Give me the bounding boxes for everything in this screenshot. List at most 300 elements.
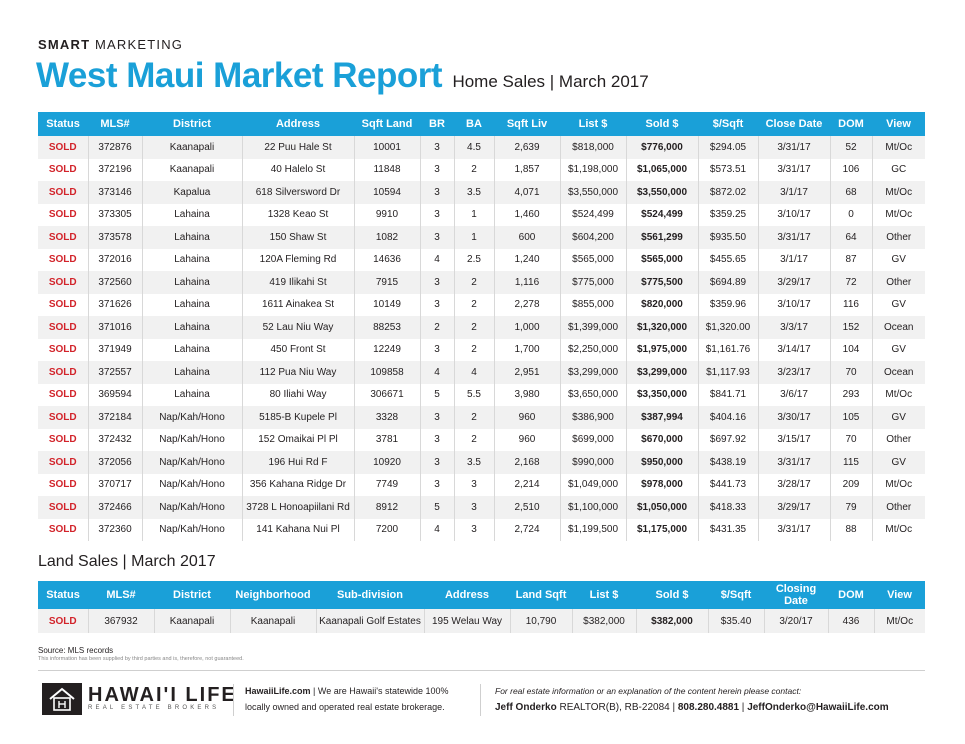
cell-address: 5185-B Kupele Pl xyxy=(242,406,354,429)
cell-ba: 1 xyxy=(454,204,494,227)
table-row xyxy=(38,316,925,339)
table-row xyxy=(38,519,925,542)
cell-sqft-land: 14636 xyxy=(354,249,420,272)
cell-sqft: $404.16 xyxy=(698,406,758,429)
cell-sqft-liv: 2,278 xyxy=(494,294,560,317)
cell-sqft: $694.89 xyxy=(698,271,758,294)
cell-sold: $382,000 xyxy=(636,609,708,633)
house-logo-icon xyxy=(42,683,82,715)
cell-address: 450 Front St xyxy=(242,339,354,362)
column-header-sqft-land: Sqft Land xyxy=(354,112,420,136)
column-header-view: View xyxy=(874,581,925,609)
cell-sqft: $841.71 xyxy=(698,384,758,407)
cell-district: Nap/Kah/Hono xyxy=(142,474,242,497)
cell-status: SOLD xyxy=(38,136,88,159)
cell-dom: 88 xyxy=(830,519,872,542)
column-header-mls: MLS# xyxy=(88,112,142,136)
cell-br: 3 xyxy=(420,181,454,204)
cell-sqft-land: 3328 xyxy=(354,406,420,429)
company-info-line2: locally owned and operated real estate brokerage. xyxy=(245,702,445,712)
title-row xyxy=(36,56,649,96)
cell-district: Lahaina xyxy=(142,271,242,294)
column-header-neighborhood: Neighborhood xyxy=(230,581,316,609)
column-header-status: Status xyxy=(38,112,88,136)
land-sales-header-row xyxy=(38,581,925,609)
cell-list: $775,000 xyxy=(560,271,626,294)
cell-district: Nap/Kah/Hono xyxy=(142,429,242,452)
cell-br: 3 xyxy=(420,406,454,429)
cell-ba: 1 xyxy=(454,226,494,249)
cell-sqft: $455.65 xyxy=(698,249,758,272)
cell-mls: 372466 xyxy=(88,496,142,519)
cell-status: SOLD xyxy=(38,271,88,294)
cell-list: $3,299,000 xyxy=(560,361,626,384)
cell-close-date: 3/29/17 xyxy=(758,496,830,519)
cell-sqft-land: 10594 xyxy=(354,181,420,204)
cell-view: Mt/Oc xyxy=(872,474,925,497)
cell-view: Other xyxy=(872,429,925,452)
cell-sqft-liv: 2,724 xyxy=(494,519,560,542)
table-row xyxy=(38,159,925,182)
cell-br: 3 xyxy=(420,271,454,294)
cell-sqft-liv: 1,857 xyxy=(494,159,560,182)
cell-land-sqft: 10,790 xyxy=(510,609,572,633)
footer-divider xyxy=(38,670,925,671)
agent-name: Jeff Onderko xyxy=(495,702,557,713)
cell-sqft-land: 10001 xyxy=(354,136,420,159)
cell-br: 3 xyxy=(420,226,454,249)
cell-list: $3,650,000 xyxy=(560,384,626,407)
cell-list: $699,000 xyxy=(560,429,626,452)
cell-ba: 3 xyxy=(454,519,494,542)
cell-district: Kaanapali xyxy=(142,159,242,182)
cell-view: Ocean xyxy=(872,316,925,339)
cell-br: 3 xyxy=(420,136,454,159)
cell-view: GV xyxy=(872,249,925,272)
cell-status: SOLD xyxy=(38,181,88,204)
cell-address: 152 Omaikai Pl Pl xyxy=(242,429,354,452)
cell-dom: 209 xyxy=(830,474,872,497)
cell-sold: $820,000 xyxy=(626,294,698,317)
cell-dom: 106 xyxy=(830,159,872,182)
table-row xyxy=(38,451,925,474)
cell-status: SOLD xyxy=(38,474,88,497)
cell-br: 4 xyxy=(420,519,454,542)
cell-br: 3 xyxy=(420,294,454,317)
table-row xyxy=(38,429,925,452)
cell-view: GV xyxy=(872,294,925,317)
brand-label xyxy=(38,37,183,52)
cell-list: $382,000 xyxy=(572,609,636,633)
agent-sep: | xyxy=(739,702,748,713)
table-row xyxy=(38,271,925,294)
table-row xyxy=(38,609,925,633)
cell-ba: 2 xyxy=(454,271,494,294)
cell-sqft-liv: 2,951 xyxy=(494,361,560,384)
cell-mls: 372560 xyxy=(88,271,142,294)
cell-close-date: 3/30/17 xyxy=(758,406,830,429)
cell-sqft: $697.92 xyxy=(698,429,758,452)
cell-address: 419 Ilikahi St xyxy=(242,271,354,294)
cell-dom: 115 xyxy=(830,451,872,474)
cell-view: Ocean xyxy=(872,361,925,384)
cell-sqft: $1,320.00 xyxy=(698,316,758,339)
column-header-sub-division: Sub-division xyxy=(316,581,424,609)
cell-dom: 436 xyxy=(828,609,874,633)
cell-close-date: 3/23/17 xyxy=(758,361,830,384)
cell-sqft-land: 10149 xyxy=(354,294,420,317)
cell-sqft-liv: 960 xyxy=(494,406,560,429)
agent-email[interactable]: JeffOnderko@HawaiiLife.com xyxy=(747,702,889,713)
cell-list: $818,000 xyxy=(560,136,626,159)
cell-list: $604,200 xyxy=(560,226,626,249)
source-note: Source: MLS records xyxy=(38,646,114,655)
cell-list: $990,000 xyxy=(560,451,626,474)
cell-view: GV xyxy=(872,339,925,362)
cell-address: 112 Pua Niu Way xyxy=(242,361,354,384)
cell-view: Mt/Oc xyxy=(872,181,925,204)
cell-sqft-liv: 2,168 xyxy=(494,451,560,474)
cell-district: Kapalua xyxy=(142,181,242,204)
cell-address: 52 Lau Niu Way xyxy=(242,316,354,339)
cell-status: SOLD xyxy=(38,496,88,519)
cell-ba: 3.5 xyxy=(454,451,494,474)
cell-dom: 0 xyxy=(830,204,872,227)
land-sales-body xyxy=(38,609,925,633)
column-header-ba: BA xyxy=(454,112,494,136)
column-header-closing-date: Closing Date xyxy=(764,581,828,609)
cell-mls: 367932 xyxy=(88,609,154,633)
cell-district: Nap/Kah/Hono xyxy=(142,406,242,429)
cell-sold: $3,550,000 xyxy=(626,181,698,204)
cell-status: SOLD xyxy=(38,519,88,542)
cell-mls: 369594 xyxy=(88,384,142,407)
cell-status: SOLD xyxy=(38,316,88,339)
cell-ba: 3 xyxy=(454,474,494,497)
cell-district: Lahaina xyxy=(142,249,242,272)
cell-view: Mt/Oc xyxy=(872,136,925,159)
cell-dom: 70 xyxy=(830,361,872,384)
cell-dom: 104 xyxy=(830,339,872,362)
cell-br: 3 xyxy=(420,474,454,497)
cell-address: 80 Iliahi Way xyxy=(242,384,354,407)
column-header-br: BR xyxy=(420,112,454,136)
cell-ba: 2 xyxy=(454,316,494,339)
cell-dom: 79 xyxy=(830,496,872,519)
cell-ba: 5.5 xyxy=(454,384,494,407)
column-header-status: Status xyxy=(38,581,88,609)
cell-dom: 64 xyxy=(830,226,872,249)
cell-mls: 370717 xyxy=(88,474,142,497)
tagline-part1: | We are Hawaii's statewide 100% xyxy=(310,686,449,696)
cell-mls: 372432 xyxy=(88,429,142,452)
cell-br: 3 xyxy=(420,451,454,474)
cell-view: Mt/Oc xyxy=(872,204,925,227)
cell-close-date: 3/31/17 xyxy=(758,226,830,249)
cell-close-date: 3/15/17 xyxy=(758,429,830,452)
cell-list: $1,199,500 xyxy=(560,519,626,542)
cell-address: 3728 L Honoapiilani Rd xyxy=(242,496,354,519)
cell-close-date: 3/3/17 xyxy=(758,316,830,339)
cell-dom: 87 xyxy=(830,249,872,272)
cell-sqft-land: 88253 xyxy=(354,316,420,339)
cell-close-date: 3/1/17 xyxy=(758,249,830,272)
cell-sqft-liv: 960 xyxy=(494,429,560,452)
cell-sold: $3,299,000 xyxy=(626,361,698,384)
cell-status: SOLD xyxy=(38,159,88,182)
cell-district: Lahaina xyxy=(142,226,242,249)
land-sales-title: Land Sales | March 2017 xyxy=(38,553,216,570)
cell-sqft-liv: 2,639 xyxy=(494,136,560,159)
cell-sqft-land: 10920 xyxy=(354,451,420,474)
agent-phone[interactable]: 808.280.4881 xyxy=(677,702,740,713)
table-row xyxy=(38,406,925,429)
table-row xyxy=(38,294,925,317)
cell-sqft: $438.19 xyxy=(698,451,758,474)
cell-district: Lahaina xyxy=(142,339,242,362)
cell-mls: 371016 xyxy=(88,316,142,339)
company-info-line1 xyxy=(245,686,448,696)
cell-br: 3 xyxy=(420,204,454,227)
cell-br: 4 xyxy=(420,361,454,384)
cell-br: 5 xyxy=(420,384,454,407)
column-header-sqft-liv: Sqft Liv xyxy=(494,112,560,136)
cell-view: GV xyxy=(872,406,925,429)
cell-br: 3 xyxy=(420,159,454,182)
cell-list: $1,100,000 xyxy=(560,496,626,519)
cell-address: 22 Puu Hale St xyxy=(242,136,354,159)
cell-sqft-liv: 3,980 xyxy=(494,384,560,407)
cell-sqft: $431.35 xyxy=(698,519,758,542)
table-row xyxy=(38,496,925,519)
column-header-dom: DOM xyxy=(830,112,872,136)
cell-view: Mt/Oc xyxy=(872,519,925,542)
column-header-sqft: $/Sqft xyxy=(708,581,764,609)
column-header-close-date: Close Date xyxy=(758,112,830,136)
cell-dom: 105 xyxy=(830,406,872,429)
footer-separator xyxy=(233,684,234,716)
cell-sqft-land: 7200 xyxy=(354,519,420,542)
cell-view: GV xyxy=(872,451,925,474)
cell-close-date: 3/14/17 xyxy=(758,339,830,362)
column-header-district: District xyxy=(154,581,230,609)
cell-status: SOLD xyxy=(38,361,88,384)
cell-sqft-liv: 600 xyxy=(494,226,560,249)
cell-sqft: $35.40 xyxy=(708,609,764,633)
cell-list: $3,550,000 xyxy=(560,181,626,204)
cell-address: 356 Kahana Ridge Dr xyxy=(242,474,354,497)
cell-view: Other xyxy=(872,496,925,519)
cell-sqft-land: 7915 xyxy=(354,271,420,294)
cell-close-date: 3/28/17 xyxy=(758,474,830,497)
cell-sold: $1,975,000 xyxy=(626,339,698,362)
column-header-land-sqft: Land Sqft xyxy=(510,581,572,609)
cell-district: Nap/Kah/Hono xyxy=(142,496,242,519)
table-row xyxy=(38,474,925,497)
cell-address: 195 Welau Way xyxy=(424,609,510,633)
cell-sqft: $935.50 xyxy=(698,226,758,249)
cell-sold: $1,320,000 xyxy=(626,316,698,339)
table-row xyxy=(38,204,925,227)
cell-mls: 372360 xyxy=(88,519,142,542)
cell-district: Kaanapali xyxy=(154,609,230,633)
column-header-view: View xyxy=(872,112,925,136)
cell-ba: 4.5 xyxy=(454,136,494,159)
cell-sqft-land: 306671 xyxy=(354,384,420,407)
cell-status: SOLD xyxy=(38,384,88,407)
page-title: West Maui Market Report xyxy=(36,56,442,95)
contact-prompt: For real estate information or an explanation of the content herein please contact: xyxy=(495,686,802,696)
cell-sqft: $1,161.76 xyxy=(698,339,758,362)
cell-address: 141 Kahana Nui Pl xyxy=(242,519,354,542)
cell-ba: 3.5 xyxy=(454,181,494,204)
cell-sub-division: Kaanapali Golf Estates xyxy=(316,609,424,633)
cell-sqft-liv: 1,240 xyxy=(494,249,560,272)
column-header-district: District xyxy=(142,112,242,136)
column-header-sqft: $/Sqft xyxy=(698,112,758,136)
cell-close-date: 3/31/17 xyxy=(758,159,830,182)
cell-district: Lahaina xyxy=(142,361,242,384)
cell-status: SOLD xyxy=(38,204,88,227)
cell-ba: 2.5 xyxy=(454,249,494,272)
cell-district: Lahaina xyxy=(142,384,242,407)
cell-list: $1,399,000 xyxy=(560,316,626,339)
cell-mls: 372557 xyxy=(88,361,142,384)
cell-sold: $978,000 xyxy=(626,474,698,497)
cell-list: $565,000 xyxy=(560,249,626,272)
cell-sold: $1,175,000 xyxy=(626,519,698,542)
cell-view: Other xyxy=(872,226,925,249)
cell-district: Lahaina xyxy=(142,316,242,339)
cell-mls: 373146 xyxy=(88,181,142,204)
cell-view: Mt/Oc xyxy=(874,609,925,633)
cell-sqft: $294.05 xyxy=(698,136,758,159)
cell-list: $386,900 xyxy=(560,406,626,429)
cell-district: Kaanapali xyxy=(142,136,242,159)
home-sales-table xyxy=(38,112,925,541)
cell-sqft-liv: 2,214 xyxy=(494,474,560,497)
cell-sold: $3,350,000 xyxy=(626,384,698,407)
cell-ba: 2 xyxy=(454,159,494,182)
home-sales-header-row xyxy=(38,112,925,136)
cell-sqft: $1,117.93 xyxy=(698,361,758,384)
cell-br: 4 xyxy=(420,249,454,272)
cell-mls: 373578 xyxy=(88,226,142,249)
cell-sold: $950,000 xyxy=(626,451,698,474)
cell-mls: 372056 xyxy=(88,451,142,474)
cell-sqft-land: 3781 xyxy=(354,429,420,452)
disclaimer-note: This information has been supplied by third parties and is, therefore, not guaranteed. xyxy=(38,656,244,662)
cell-address: 618 Silversword Dr xyxy=(242,181,354,204)
cell-list: $1,049,000 xyxy=(560,474,626,497)
cell-sqft-land: 12249 xyxy=(354,339,420,362)
cell-dom: 70 xyxy=(830,429,872,452)
cell-dom: 293 xyxy=(830,384,872,407)
land-sales-table xyxy=(38,581,925,633)
cell-address: 150 Shaw St xyxy=(242,226,354,249)
cell-mls: 372876 xyxy=(88,136,142,159)
cell-close-date: 3/10/17 xyxy=(758,294,830,317)
cell-neighborhood: Kaanapali xyxy=(230,609,316,633)
cell-address: 1611 Ainakea St xyxy=(242,294,354,317)
brand-rest: MARKETING xyxy=(90,37,184,52)
cell-sqft: $359.25 xyxy=(698,204,758,227)
cell-sqft: $872.02 xyxy=(698,181,758,204)
cell-mls: 372016 xyxy=(88,249,142,272)
website-link[interactable]: HawaiiLife.com xyxy=(245,686,311,696)
column-header-list: List $ xyxy=(572,581,636,609)
cell-close-date: 3/10/17 xyxy=(758,204,830,227)
column-header-address: Address xyxy=(242,112,354,136)
cell-sold: $565,000 xyxy=(626,249,698,272)
cell-br: 5 xyxy=(420,496,454,519)
cell-sold: $524,499 xyxy=(626,204,698,227)
cell-sold: $387,994 xyxy=(626,406,698,429)
cell-sold: $561,299 xyxy=(626,226,698,249)
cell-ba: 3 xyxy=(454,496,494,519)
cell-close-date: 3/1/17 xyxy=(758,181,830,204)
cell-status: SOLD xyxy=(38,451,88,474)
cell-ba: 2 xyxy=(454,294,494,317)
column-header-sold: Sold $ xyxy=(636,581,708,609)
column-header-dom: DOM xyxy=(828,581,874,609)
cell-status: SOLD xyxy=(38,406,88,429)
cell-closing-date: 3/20/17 xyxy=(764,609,828,633)
cell-sqft-land: 11848 xyxy=(354,159,420,182)
cell-sqft: $418.33 xyxy=(698,496,758,519)
column-header-list: List $ xyxy=(560,112,626,136)
cell-status: SOLD xyxy=(38,249,88,272)
cell-sqft-land: 1082 xyxy=(354,226,420,249)
table-row xyxy=(38,339,925,362)
cell-view: Other xyxy=(872,271,925,294)
cell-district: Nap/Kah/Hono xyxy=(142,519,242,542)
cell-mls: 372196 xyxy=(88,159,142,182)
table-row xyxy=(38,249,925,272)
logo-name: HAWAI'I LIFE xyxy=(88,684,237,706)
cell-status: SOLD xyxy=(38,429,88,452)
cell-status: SOLD xyxy=(38,609,88,633)
cell-dom: 68 xyxy=(830,181,872,204)
cell-district: Lahaina xyxy=(142,294,242,317)
cell-view: GC xyxy=(872,159,925,182)
home-sales-body xyxy=(38,136,925,541)
cell-address: 196 Hui Rd F xyxy=(242,451,354,474)
cell-sqft-liv: 1,700 xyxy=(494,339,560,362)
cell-sold: $1,065,000 xyxy=(626,159,698,182)
brand-bold: SMART xyxy=(38,37,91,52)
column-header-sold: Sold $ xyxy=(626,112,698,136)
cell-list: $524,499 xyxy=(560,204,626,227)
cell-address: 40 Halelo St xyxy=(242,159,354,182)
cell-status: SOLD xyxy=(38,339,88,362)
cell-close-date: 3/6/17 xyxy=(758,384,830,407)
table-row xyxy=(38,181,925,204)
cell-dom: 116 xyxy=(830,294,872,317)
cell-close-date: 3/31/17 xyxy=(758,136,830,159)
cell-status: SOLD xyxy=(38,226,88,249)
cell-status: SOLD xyxy=(38,294,88,317)
cell-sqft: $441.73 xyxy=(698,474,758,497)
footer-separator-2 xyxy=(480,684,481,716)
cell-sqft-liv: 2,510 xyxy=(494,496,560,519)
cell-sold: $670,000 xyxy=(626,429,698,452)
cell-br: 3 xyxy=(420,429,454,452)
cell-mls: 371949 xyxy=(88,339,142,362)
cell-mls: 372184 xyxy=(88,406,142,429)
cell-address: 120A Fleming Rd xyxy=(242,249,354,272)
table-row xyxy=(38,384,925,407)
